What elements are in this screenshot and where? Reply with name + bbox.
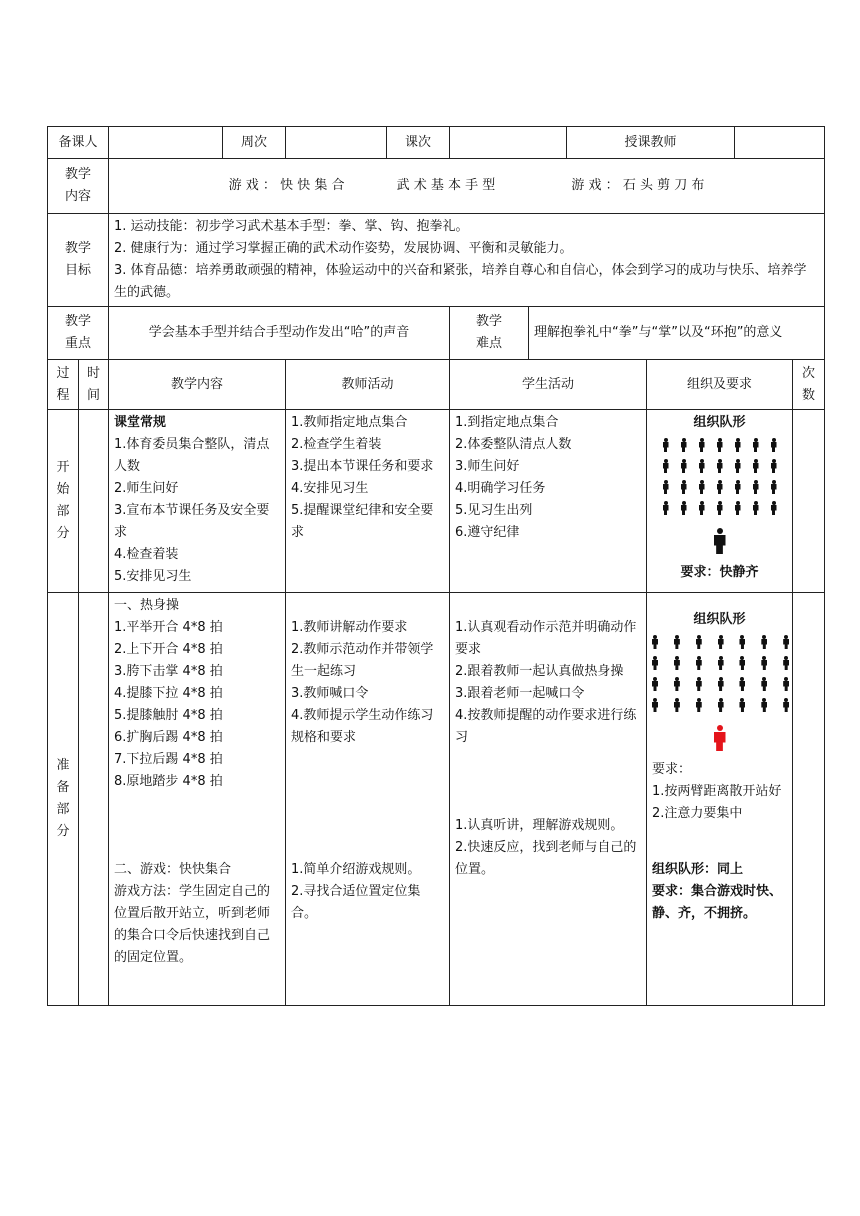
formation-row [652, 677, 787, 691]
col-organization: 组织及要求 [647, 360, 793, 410]
prep-student-item: 2.跟着教师一起认真做热身操 [455, 664, 624, 679]
start-student-item: 5.见习生出列 [455, 503, 533, 518]
student-figure-icon [735, 501, 741, 515]
student-figure-icon [718, 677, 722, 691]
formation-row [652, 656, 787, 670]
objective-item: 1. 运动技能：初步学习武术基本手型：拳、掌、钩、抱拳礼。 [114, 219, 469, 234]
col-time [79, 360, 109, 410]
formation-row [652, 635, 787, 649]
spacer [114, 793, 280, 859]
student-figure-icon [771, 438, 777, 452]
start-teacher-item: 2.检查学生着装 [291, 437, 382, 452]
student-figure-icon [735, 459, 741, 473]
student-figure-icon [663, 480, 669, 494]
student-figure-icon [761, 677, 765, 691]
difficulty-label [450, 307, 529, 360]
content-label-line2: 内容 [65, 189, 92, 204]
start-student-item: 2.体委整队清点人数 [455, 437, 572, 452]
start-student-item: 3.师生问好 [455, 459, 520, 474]
student-figure-icon [717, 438, 723, 452]
col-content: 教学内容 [109, 360, 286, 410]
difficulty-label-line1: 教学 [476, 314, 503, 329]
teacher-label: 授课教师 [567, 127, 735, 159]
student-figure-icon [761, 635, 765, 649]
start-teacher-item: 3.提出本节课任务和要求 [291, 459, 434, 474]
start-content-item: 2.师生问好 [114, 481, 179, 496]
col-process-line2: 程 [56, 387, 70, 403]
student-figure-icon [681, 480, 687, 494]
col-student-activity: 学生活动 [450, 360, 647, 410]
warmup-item: 7.下拉后踢 4*8 拍 [114, 752, 223, 767]
week-label: 周次 [223, 127, 286, 159]
formation-row [652, 459, 787, 473]
week-value[interactable] [286, 127, 387, 159]
col-time-line1: 时 [87, 365, 101, 381]
formation-row [652, 480, 787, 494]
student-figure-icon [699, 501, 705, 515]
content-item-2: 武 术 基 本 手 型 [396, 178, 496, 193]
start-teacher-item: 4.安排见习生 [291, 481, 369, 496]
objectives-label-line1: 教学 [65, 241, 92, 256]
start-teacher-item: 1.教师指定地点集合 [291, 415, 408, 430]
prep-times [793, 593, 825, 1006]
prep-org-req-label: 要求： [652, 762, 692, 777]
formation-row [652, 501, 787, 515]
start-content-item: 1.体育委员集合整队，清点人数 [114, 437, 270, 474]
student-figure-icon [735, 438, 741, 452]
student-figure-icon [674, 656, 678, 670]
warmup-item: 5.提膝触肘 4*8 拍 [114, 708, 223, 723]
student-figure-icon [718, 656, 722, 670]
prep-student-item: 1.认真观看动作示范并明确动作要求 [455, 620, 637, 657]
student-figure-icon [674, 698, 678, 712]
prep-content [109, 593, 286, 1006]
student-figure-icon [717, 501, 723, 515]
prep-student-item: 4.按教师提醒的动作要求进行练习 [455, 708, 637, 745]
student-figure-icon [717, 459, 723, 473]
start-student-item: 6.遵守纪律 [455, 525, 520, 540]
prep-teacher-item: 1.教师讲解动作要求 [291, 620, 408, 635]
start-content-title: 课堂常规 [114, 415, 167, 430]
start-section-row [48, 410, 825, 593]
student-figure-icon [663, 501, 669, 515]
prep-org-game-formation: 组织队形：同上 [652, 862, 744, 877]
student-figure-icon [652, 635, 656, 649]
col-times [793, 360, 825, 410]
prep-student-game-item: 2.快速反应，找到老师与自己的位置。 [455, 840, 637, 877]
student-figure-icon [753, 480, 759, 494]
keypoints-label [48, 307, 109, 360]
col-times-line2: 数 [802, 387, 816, 403]
start-teacher-activity [286, 410, 450, 593]
start-content-item: 3.宣布本节课任务及安全要求 [114, 503, 270, 540]
prep-org-title: 组织队形 [693, 612, 746, 627]
process-char: 开 [56, 460, 70, 475]
start-process-label [48, 410, 79, 593]
student-figure-icon [739, 677, 743, 691]
student-figure-icon [663, 438, 669, 452]
prep-org-req-item: 1.按两臂距离散开站好 [652, 784, 782, 799]
start-content [109, 410, 286, 593]
objectives-row [48, 214, 825, 307]
formation-row [652, 698, 787, 712]
start-student-item: 1.到指定地点集合 [455, 415, 559, 430]
difficulty-text: 理解抱拳礼中“拳”与“掌”以及“环抱”的意义 [529, 307, 825, 360]
student-figure-icon [681, 501, 687, 515]
content-label-line1: 教学 [65, 167, 92, 182]
preparer-label: 备课人 [48, 127, 109, 159]
student-figure-icon [735, 480, 741, 494]
student-figure-icon [739, 698, 743, 712]
process-char: 分 [56, 824, 70, 839]
student-figure-icon [699, 459, 705, 473]
start-org-title: 组织队形 [693, 415, 746, 430]
student-figure-icon [696, 698, 700, 712]
prep-student-game-item: 1.认真听讲，理解游戏规则。 [455, 818, 624, 833]
lesson-plan-table [47, 126, 825, 1006]
teacher-figure-icon [714, 528, 726, 554]
warmup-item: 3.胯下击掌 4*8 拍 [114, 664, 223, 679]
keypoints-text: 学会基本手型并结合手型动作发出“哈”的声音 [109, 307, 450, 360]
teacher-value[interactable] [735, 127, 825, 159]
student-figure-icon [699, 480, 705, 494]
student-figure-icon [718, 698, 722, 712]
objective-item: 3. 体育品德：培养勇敢顽强的精神，体验运动中的兴奋和紧张，培养自尊心和自信心，体会到学习的成功与快乐、培养学生的武德。 [114, 263, 807, 300]
student-figure-icon [771, 480, 777, 494]
prep-process-label [48, 593, 79, 1006]
prep-student-item: 3.跟着老师一起喊口令 [455, 686, 585, 701]
prep-teacher-item: 3.教师喊口令 [291, 686, 369, 701]
student-figure-icon [753, 459, 759, 473]
process-char: 备 [56, 780, 70, 795]
student-figure-icon [717, 480, 723, 494]
start-teacher-item: 5.提醒课堂纪律和安全要求 [291, 503, 434, 540]
student-figure-icon [652, 656, 656, 670]
process-char: 部 [56, 802, 70, 817]
prep-teacher-item: 4.教师提示学生动作练习规格和要求 [291, 708, 434, 745]
student-figure-icon [696, 656, 700, 670]
warmup-item: 8.原地踏步 4*8 拍 [114, 774, 223, 789]
student-figure-icon [718, 635, 722, 649]
student-figure-icon [739, 656, 743, 670]
content-item-1: 游 戏 ： 快 快 集 合 [228, 178, 345, 193]
start-formation [652, 438, 787, 515]
objectives-label-line2: 目标 [65, 263, 92, 278]
student-figure-icon [753, 438, 759, 452]
game-title: 二、游戏：快快集合 [114, 862, 232, 877]
formation-row [652, 438, 787, 452]
prep-section-row [48, 593, 825, 1006]
student-figure-icon [674, 635, 678, 649]
student-figure-icon [699, 438, 705, 452]
process-char: 部 [56, 504, 70, 519]
start-content-item: 4.检查着装 [114, 547, 179, 562]
prep-formation [652, 635, 787, 712]
teacher-figure-red-icon [714, 725, 726, 751]
start-student-activity [450, 410, 647, 593]
student-figure-icon [761, 656, 765, 670]
prep-org-game-requirement: 要求：集合游戏时快、静、齐，不拥挤。 [652, 884, 783, 921]
student-figure-icon [663, 459, 669, 473]
col-times-line1: 次 [802, 365, 816, 381]
student-figure-icon [753, 501, 759, 515]
column-header-row [48, 360, 825, 410]
prep-org-req-item: 2.注意力要集中 [652, 806, 743, 821]
student-figure-icon [652, 698, 656, 712]
start-times [793, 410, 825, 593]
col-teacher-activity: 教师活动 [286, 360, 450, 410]
start-organization [647, 410, 793, 593]
header-row [48, 127, 825, 159]
student-figure-icon [652, 677, 656, 691]
difficulty-label-line2: 难点 [476, 336, 503, 351]
student-figure-icon [771, 501, 777, 515]
prep-organization [647, 593, 793, 1006]
warmup-title: 一、热身操 [114, 598, 180, 613]
prep-teacher-game-item: 2.寻找合适位置定位集合。 [291, 884, 421, 921]
process-char: 始 [56, 482, 70, 497]
process-char: 分 [56, 526, 70, 541]
preparer-value[interactable] [109, 127, 223, 159]
keypoints-row [48, 307, 825, 360]
start-content-item: 5.安排见习生 [114, 569, 192, 584]
student-figure-icon [761, 698, 765, 712]
col-process-line1: 过 [56, 365, 70, 381]
keypoints-label-line1: 教学 [65, 314, 92, 329]
warmup-item: 2.上下开合 4*8 拍 [114, 642, 223, 657]
student-figure-icon [674, 677, 678, 691]
prep-teacher-game-item: 1.简单介绍游戏规则。 [291, 862, 421, 877]
col-time-line2: 间 [87, 387, 101, 403]
col-process [48, 360, 79, 410]
lesson-label: 课次 [387, 127, 450, 159]
content-label [48, 159, 109, 214]
lesson-value[interactable] [450, 127, 567, 159]
content-row [48, 159, 825, 214]
content-items [109, 159, 825, 214]
student-figure-icon [681, 459, 687, 473]
keypoints-label-line2: 重点 [65, 336, 92, 351]
objectives-text [109, 214, 825, 307]
start-time [79, 410, 109, 593]
student-figure-icon [783, 698, 787, 712]
process-char: 准 [56, 758, 70, 773]
student-figure-icon [783, 656, 787, 670]
content-item-3: 游 戏 ： 石 头 剪 刀 布 [571, 178, 705, 193]
warmup-item: 6.扩胸后踢 4*8 拍 [114, 730, 223, 745]
prep-teacher-activity [286, 593, 450, 1006]
student-figure-icon [739, 635, 743, 649]
student-figure-icon [783, 635, 787, 649]
student-figure-icon [771, 459, 777, 473]
student-figure-icon [696, 635, 700, 649]
start-org-requirement: 要求：快静齐 [680, 565, 759, 580]
prep-student-activity [450, 593, 647, 1006]
prep-teacher-item: 2.教师示范动作并带领学生一起练习 [291, 642, 434, 679]
start-student-item: 4.明确学习任务 [455, 481, 546, 496]
objective-item: 2. 健康行为：通过学习掌握正确的武术动作姿势，发展协调、平衡和灵敏能力。 [114, 241, 573, 256]
student-figure-icon [696, 677, 700, 691]
warmup-item: 4.提膝下拉 4*8 拍 [114, 686, 223, 701]
objectives-label [48, 214, 109, 307]
prep-time [79, 593, 109, 1006]
warmup-item: 1.平举开合 4*8 拍 [114, 620, 223, 635]
student-figure-icon [681, 438, 687, 452]
student-figure-icon [783, 677, 787, 691]
game-description: 游戏方法：学生固定自己的位置后散开站立，听到老师的集合口令后快速找到自己的固定位置。 [114, 884, 271, 965]
